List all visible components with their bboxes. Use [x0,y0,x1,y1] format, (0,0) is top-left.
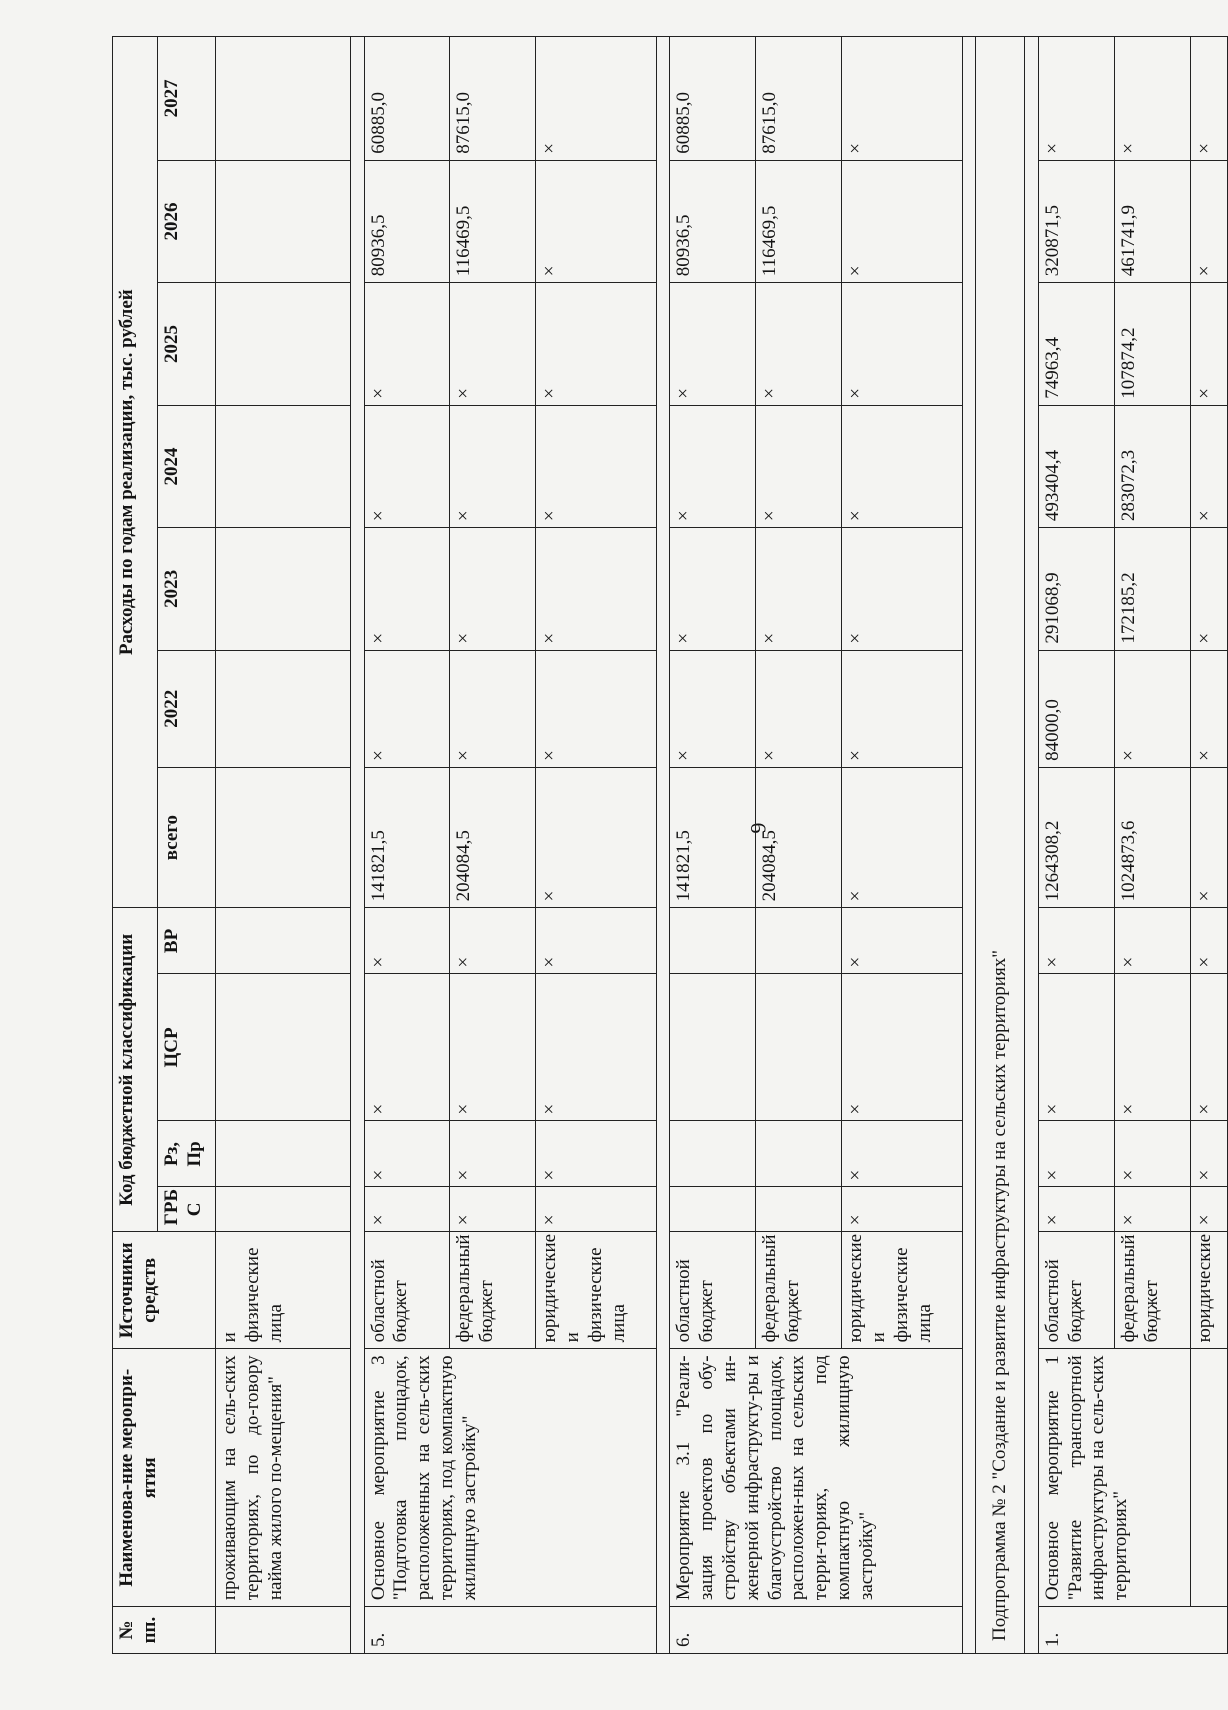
cell-csr [756,974,842,1121]
cell-2025: × [364,283,450,405]
cell-source: областной бюджет [670,1232,756,1349]
cell-2026: 320871,5 [1038,160,1114,282]
cell-2024: × [536,405,657,527]
cell-2027 [216,37,351,161]
cell-csr: × [1038,974,1114,1121]
cell-2022: × [842,650,963,767]
cell-2024: × [670,405,756,527]
cell-vr [216,908,351,974]
cell-vr: × [1191,908,1228,974]
cell-2022: × [536,650,657,767]
cell-2023: × [670,528,756,650]
cell-2025: 74963,4 [1038,283,1114,405]
cell-2027: × [842,37,963,161]
cell-2025: × [1191,283,1228,405]
cell-2022 [216,650,351,767]
cell-csr: × [364,974,450,1121]
cell-source: федеральный бюджет [1114,1232,1190,1349]
col-header-num: № пп. [113,1607,216,1654]
cell-vr: × [842,908,963,974]
cell-csr: × [450,974,536,1121]
cell-2022: × [670,650,756,767]
cell-rzpr: × [450,1121,536,1187]
cell-2027: × [1114,37,1190,161]
table-row [1038,37,1114,1654]
cell-2024: × [1191,405,1228,527]
table-row [670,37,756,1654]
cell-2023: × [756,528,842,650]
cell-2025: × [842,283,963,405]
cell-csr: × [842,974,963,1121]
cell-2026: 116469,5 [450,160,536,282]
col-header-2027: 2027 [158,37,216,161]
col-header-vr: ВР [158,908,216,974]
cell-2024: × [842,405,963,527]
cell-grbs [756,1187,842,1232]
cell-total [216,767,351,908]
cell-grbs: × [1114,1187,1190,1232]
cell-2023: × [364,528,450,650]
cell-2027: 60885,0 [670,37,756,161]
cell-2026 [216,160,351,282]
cell-grbs: × [536,1187,657,1232]
cell-rzpr [670,1121,756,1187]
cell-2023: × [1191,528,1228,650]
cell-2024: × [450,405,536,527]
col-header-rzpr: Рз, Пр [158,1121,216,1187]
cell-vr [670,908,756,974]
cell-grbs: × [1038,1187,1114,1232]
cell-source: юридические и физические лица [842,1232,963,1349]
cell-2024 [216,405,351,527]
cell-source: юридические [1191,1232,1228,1349]
cell-name [1191,1349,1228,1607]
cell-2025: × [756,283,842,405]
cell-num: 5. [364,1607,656,1654]
cell-2027: × [536,37,657,161]
col-header-2026: 2026 [158,160,216,282]
table-row [216,37,351,1654]
cell-grbs: × [450,1187,536,1232]
cell-csr [216,974,351,1121]
cell-2026: 116469,5 [756,160,842,282]
cell-rzpr: × [364,1121,450,1187]
cell-2025 [216,283,351,405]
cell-2024: 283072,3 [1114,405,1190,527]
cell-2024: 493404,4 [1038,405,1114,527]
cell-csr: × [1114,974,1190,1121]
cell-total: 204084,5 [756,767,842,908]
cell-grbs: × [842,1187,963,1232]
col-header-grbs: ГРБ С [158,1187,216,1232]
table-row [976,37,1025,1654]
cell-2023: × [450,528,536,650]
cell-name: Основное мероприятие 3 "Подготовка площадок, расположенных на сель-ских территориях, под компактную жилищную застройку" [364,1349,656,1607]
table-row [1191,37,1228,1654]
cell-grbs: × [1191,1187,1228,1232]
cell-2027: 60885,0 [364,37,450,161]
cell-num: 1. [1038,1607,1227,1654]
cell-2022: × [1114,650,1190,767]
cell-2023: 172185,2 [1114,528,1190,650]
rotated-table-container [112,36,1228,1654]
cell-source: и физические лица [216,1232,351,1349]
cell-2026: 461741,9 [1114,160,1190,282]
cell-total: 141821,5 [670,767,756,908]
cell-2023 [216,528,351,650]
cell-rzpr [756,1121,842,1187]
cell-vr: × [364,908,450,974]
cell-rzpr: × [536,1121,657,1187]
cell-2025: × [670,283,756,405]
cell-grbs: × [364,1187,450,1232]
cell-num: 6. [670,1607,962,1654]
cell-vr: × [1038,908,1114,974]
cell-name: Основное мероприятие 1 "Развитие транспортной инфраструктуры на сель-ских территориях" [1038,1349,1190,1607]
col-header-expenses: Расходы по годам реализации, тыс. рублей [113,37,158,908]
cell-2024: × [364,405,450,527]
cell-grbs [670,1187,756,1232]
cell-2026: 80936,5 [364,160,450,282]
cell-2024: × [756,405,842,527]
cell-source: областной бюджет [1038,1232,1114,1349]
col-header-budget-code: Код бюджетной классификации [113,908,158,1232]
cell-2022: × [364,650,450,767]
cell-rzpr: × [1114,1121,1190,1187]
cell-2026: × [536,160,657,282]
col-header-csr: ЦСР [158,974,216,1121]
row-spacer [962,37,976,1654]
col-header-2023: 2023 [158,528,216,650]
cell-vr: × [450,908,536,974]
cell-2025: × [450,283,536,405]
row-spacer [1025,37,1039,1654]
cell-total: × [536,767,657,908]
cell-2026: × [842,160,963,282]
cell-2022: 84000,0 [1038,650,1114,767]
cell-2026: 80936,5 [670,160,756,282]
cell-vr: × [1114,908,1190,974]
row-spacer [656,37,670,1654]
cell-grbs [216,1187,351,1232]
cell-2022: × [756,650,842,767]
cell-source: федеральный бюджет [450,1232,536,1349]
cell-csr: × [536,974,657,1121]
cell-total: 1264308,2 [1038,767,1114,908]
row-spacer [351,37,365,1654]
page-number: 6 [746,822,771,834]
cell-vr: × [536,908,657,974]
cell-rzpr: × [1191,1121,1228,1187]
cell-rzpr: × [842,1121,963,1187]
cell-num [216,1607,351,1654]
cell-csr [670,974,756,1121]
cell-rzpr: × [1038,1121,1114,1187]
table-row [364,37,450,1654]
cell-2023: × [842,528,963,650]
cell-total: 141821,5 [364,767,450,908]
col-header-2022: 2022 [158,650,216,767]
cell-2025: 107874,2 [1114,283,1190,405]
cell-source: федеральный бюджет [756,1232,842,1349]
col-header-2025: 2025 [158,283,216,405]
cell-2027: × [1191,37,1228,161]
cell-2023: 291068,9 [1038,528,1114,650]
cell-rzpr [216,1121,351,1187]
subprogram-title: Подпрограмма № 2 "Создание и развитие инфраструктуры на сельских территориях" [976,37,1025,1654]
cell-total: 204084,5 [450,767,536,908]
cell-2025: × [536,283,657,405]
col-header-2024: 2024 [158,405,216,527]
cell-vr [756,908,842,974]
col-header-total: всего [158,767,216,908]
cell-2023: × [536,528,657,650]
cell-2022: × [450,650,536,767]
cell-source: юридические и физические лица [536,1232,657,1349]
cell-total: 1024873,6 [1114,767,1190,908]
cell-total: × [1191,767,1228,908]
cell-2027: × [1038,37,1114,161]
col-header-source: Источники средств [113,1232,216,1349]
cell-source: областной бюджет [364,1232,450,1349]
col-header-name: Наименова-ние меропри-ятия [113,1349,216,1607]
cell-2022: × [1191,650,1228,767]
cell-2027: 87615,0 [756,37,842,161]
cell-2026: × [1191,160,1228,282]
cell-name: проживающим на сель-ских территориях, по до-говору найма жилого по-мещения" [216,1349,351,1607]
cell-2027: 87615,0 [450,37,536,161]
cell-name: Мероприятие 3.1 "Реали-зация проектов по обу-стройству объектами ин-женерной инфраструкту-ры и благоустройство площадок, расположен-ных на сельских терри-ториях, под компактную жилищную застройку" [670,1349,962,1607]
expenses-table [112,36,1228,1654]
cell-total: × [842,767,963,908]
cell-csr: × [1191,974,1228,1121]
